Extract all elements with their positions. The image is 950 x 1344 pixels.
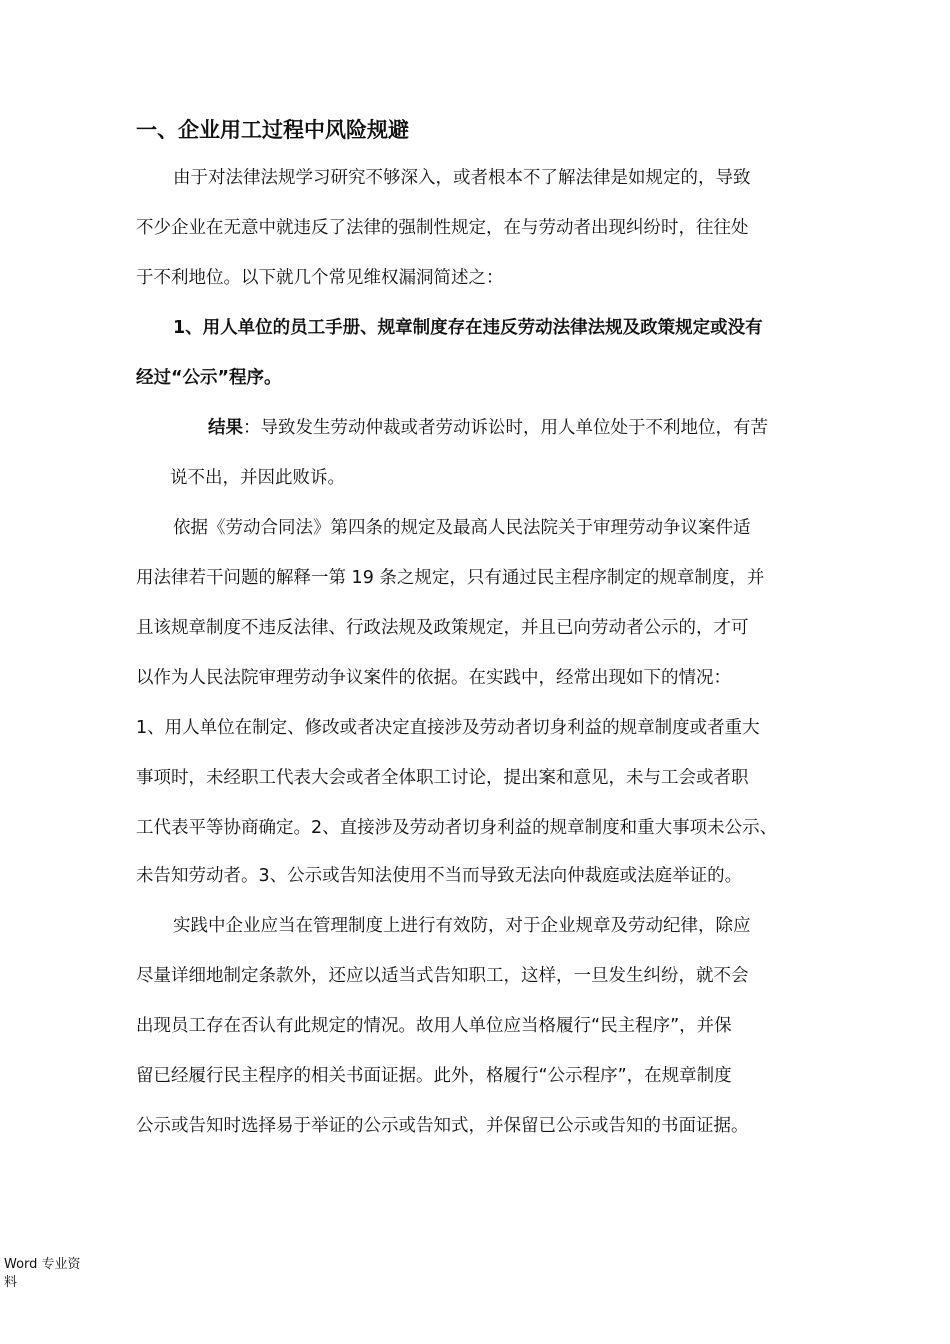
paragraph-line: 以作为人民法院审理劳动争议案件的依据。在实践中，经常出现如下的情况： xyxy=(136,668,731,688)
paragraph-line: 于不利地位。以下就几个常见维权漏洞简述之： xyxy=(136,268,504,288)
result-label: 结果 xyxy=(208,418,243,438)
item-title-line: 1、用人单位的员工手册、规章制度存在违反劳动法律法规及政策规定或没有 xyxy=(173,318,763,338)
result-text: ：导致发生劳动仲裁或者劳动诉讼时，用人单位处于不利地位，有苦 xyxy=(243,418,768,438)
page-footer xyxy=(4,1256,81,1292)
paragraph-line: 用法律若干问题的解释一第 19 条之规定，只有通过民主程序制定的规章制度，并 xyxy=(136,568,765,588)
paragraph-line: 依据《劳动合同法》第四条的规定及最高人民法院关于审理劳动争议案件适 xyxy=(173,518,751,538)
paragraph-line: 实践中企业应当在管理制度上进行有效防，对于企业规章及劳动纪律，除应 xyxy=(173,916,751,936)
paragraph-line: 未告知劳动者。3、公示或告知法使用不当而导致无法向仲裁庭或法庭举证的。 xyxy=(136,866,743,886)
footer-line: 料 xyxy=(4,1275,18,1290)
paragraph-line: 不少企业在无意中就违反了法律的强制性规定，在与劳动者出现纠纷时，往往处 xyxy=(136,218,749,238)
paragraph-line: 留已经履行民主程序的相关书面证据。此外，格履行“公示程序”，在规章制度 xyxy=(136,1066,732,1086)
result-line-continued: 说不出，并因此败诉。 xyxy=(170,468,345,488)
footer-line: Word 专业资 xyxy=(4,1257,81,1272)
paragraph-line: 出现员工存在否认有此规定的情况。故用人单位应当格履行“民主程序”，并保 xyxy=(136,1016,732,1036)
paragraph-line: 工代表平等协商确定。2、直接涉及劳动者切身利益的规章制度和重大事项未公示、 xyxy=(136,818,778,838)
paragraph-line: 尽量详细地制定条款外，还应以适当式告知职工，这样，一旦发生纠纷，就不会 xyxy=(136,966,749,986)
paragraph-line: 事项时，未经职工代表大会或者全体职工讨论，提出案和意见，未与工会或者职 xyxy=(136,768,749,788)
item-title-line: 经过“公示”程序。 xyxy=(136,368,282,388)
paragraph-line: 由于对法律法规学习研究不够深入，或者根本不了解法律是如规定的，导致 xyxy=(173,168,751,188)
paragraph-line: 且该规章制度不违反法律、行政法规及政策规定，并且已向劳动者公示的，才可 xyxy=(136,618,749,638)
paragraph-line: 1、用人单位在制定、修改或者决定直接涉及劳动者切身利益的规章制度或者重大 xyxy=(136,718,760,738)
paragraph-line: 公示或告知时选择易于举证的公示或告知式，并保留已公示或告知的书面证据。 xyxy=(136,1116,749,1136)
result-line xyxy=(208,416,768,440)
section-heading: 一、企业用工过程中风险规避 xyxy=(136,118,409,142)
